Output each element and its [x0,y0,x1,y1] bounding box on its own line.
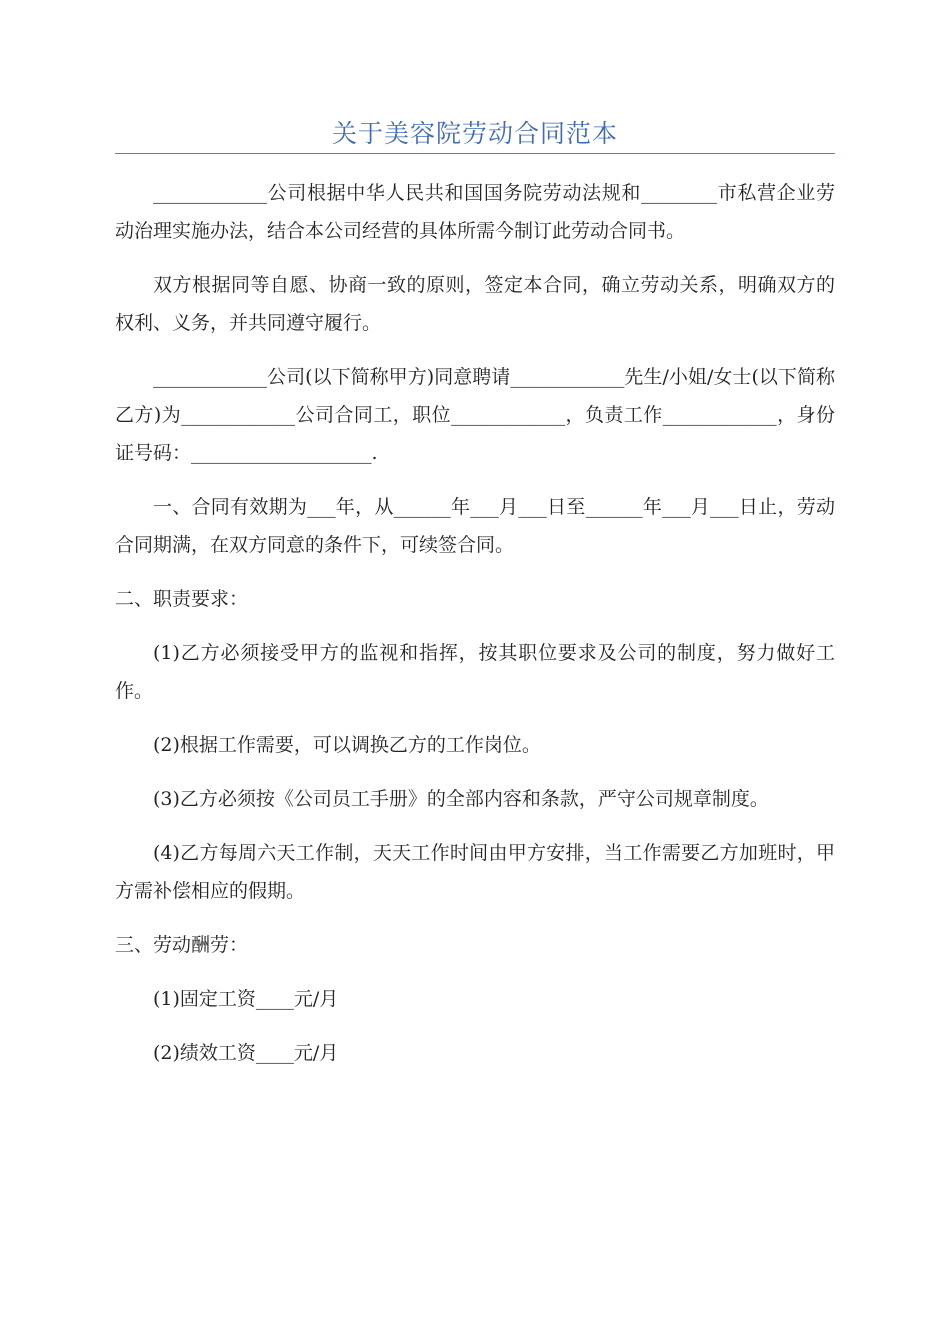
document-body [115,174,835,1088]
duty-item-4: (4)乙方每周六天工作制，天天工作时间由甲方安排，当工作需要乙方加班时，甲方需补偿相应的假期。 [115,842,835,902]
pay-item-1: (1)固定工资____元/月 [153,988,339,1010]
paragraph-employment: ____________公司(以下简称甲方)同意聘请____________先生/小姐/女士(以下简称乙方)为____________公司合同工，职位____________，负责工作____________，身份证号码：___________________. [115,366,835,464]
paragraph-term: 一、合同有效期为___年，从______年___月___日至______年___月___日止，劳动合同期满，在双方同意的条件下，可续签合同。 [115,496,835,556]
duty-item-1: (1)乙方必须接受甲方的监视和指挥，按其职位要求及公司的制度，努力做好工作。 [115,642,835,702]
duty-item-3: (3)乙方必须按《公司员工手册》的全部内容和条款，严守公司规章制度。 [153,788,769,810]
section-heading-pay: 三、劳动酬劳： [115,934,249,956]
paragraph-principle: 双方根据同等自愿、协商一致的原则，签定本合同，确立劳动关系，明确双方的权利、义务，并共同遵守履行。 [115,274,835,334]
section-heading-duties: 二、职责要求： [115,588,249,610]
document-title: 关于美容院劳动合同范本 [331,119,618,148]
pay-item-2: (2)绩效工资____元/月 [153,1042,339,1064]
title-underline [115,153,835,154]
duty-item-2: (2)根据工作需要，可以调换乙方的工作岗位。 [153,734,541,756]
paragraph-intro: ____________公司根据中华人民共和国国务院劳动法规和________市私营企业劳动治理实施办法，结合本公司经营的具体所需今制订此劳动合同书。 [115,182,835,242]
